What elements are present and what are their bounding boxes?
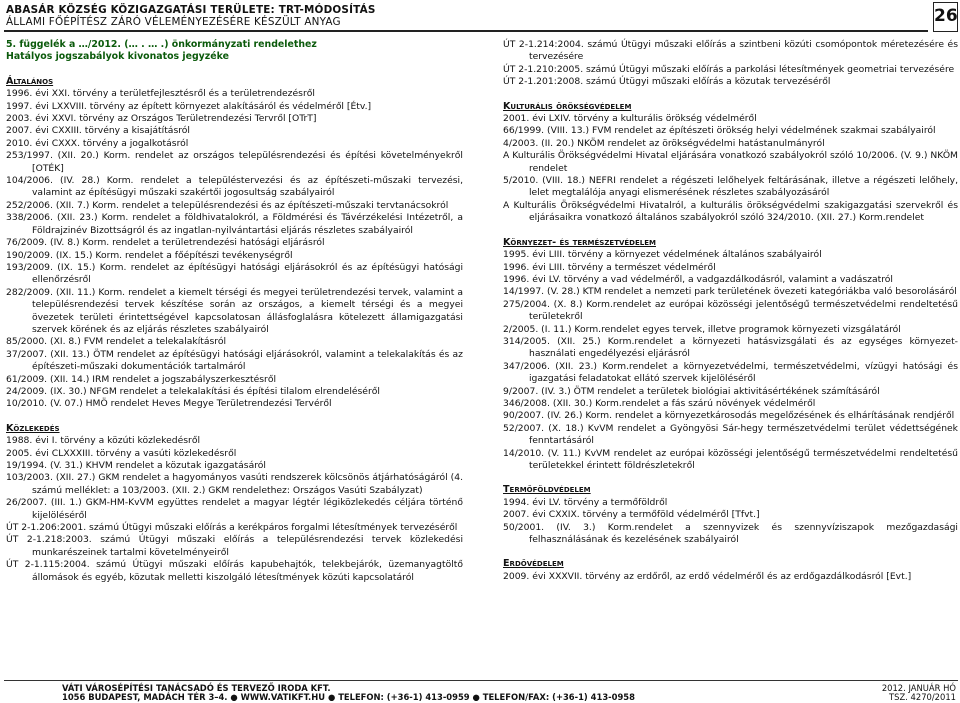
legal-entry: ÚT 2-1.115:2004. számú Útügyi műszaki előírás kapubehajtók, telekbejárók, üzemanyagtöltő állomások és egyéb, közutak melletti kiszolgáló létesítmények közúti kapcsolatáról bbox=[6, 559, 463, 583]
legal-entry: 50/2001. (IV. 3.) Korm.rendelet a szennyvizek és szennyvíziszapok mezőgazdasági felhasználásának és kezelésének szabályairól bbox=[503, 521, 958, 546]
section-heading-environment: Környezet- és természetvédelem bbox=[503, 236, 656, 248]
header-title: ABASÁR KÖZSÉG KÖZIGAZGATÁSI TERÜLETE: TRT-MÓDOSÍTÁS bbox=[6, 4, 376, 16]
legal-entry: 90/2007. (IV. 26.) Korm. rendelet a környezetkárosodás megelőzésének és elhárításának rendjéről bbox=[503, 410, 955, 422]
legal-entry: 4/2003. (II. 20.) NKÖM rendelet az örökségvédelmi hatástanulmányról bbox=[503, 137, 825, 149]
legal-entry: 193/2009. (IX. 15.) Korm. rendelet az építésügyi hatósági eljárásokról és az építésügyi hatósági ellenőrzésről bbox=[6, 261, 463, 286]
legal-entry: 253/1997. (XII. 20.) Korm. rendelet az országos településrendezési és építési követelményekről [OTÉK] bbox=[6, 150, 463, 174]
legal-entry: 2003. évi XXVI. törvény az Országos Területrendezési Tervről [OTrT] bbox=[6, 113, 317, 125]
legal-entry: 2010. évi CXXX. törvény a jogalkotásról bbox=[6, 137, 189, 149]
legal-entry: A Kulturális Örökségvédelmi Hivatalról, a kulturális örökségvédelmi szakigazgatási szervekről és eljárásaikra vonatkozó általános szabályokról szóló 324/2010. (XII. 27.) Korm.rendelet bbox=[503, 199, 958, 224]
general-list bbox=[6, 88, 463, 411]
legal-entry: 61/2009. (XII. 14.) IRM rendelet a jogszabályszerkesztésről bbox=[6, 373, 276, 385]
legal-entry: ÚT 2-1.201:2008. számú Útügyi műszaki előírás a közutak tervezéséről bbox=[503, 76, 831, 88]
page-footer bbox=[0, 680, 960, 703]
legal-entry: 1996. évi LV. törvény a vad védelméről, a vadgazdálkodásról, valamint a vadászatról bbox=[503, 273, 893, 285]
legal-entry: 1996. évi LIII. törvény a természet védelméről bbox=[503, 261, 716, 273]
footer-company: VÁTI VÁROSÉPÍTÉSI TANÁCSADÓ ÉS TERVEZŐ IRODA KFT. bbox=[62, 683, 331, 693]
header-rule bbox=[4, 30, 928, 32]
legal-entry: 2001. évi LXIV. törvény a kulturális örökség védelméről bbox=[503, 113, 757, 125]
legal-entry: 66/1999. (VIII. 13.) FVM rendelet az építészeti örökség helyi védelmének szakmai szabályairól bbox=[503, 125, 936, 137]
legal-entry: 252/2006. (XII. 7.) Korm. rendelet a településrendezési és az építészeti-műszaki tervtanácsokról bbox=[6, 199, 449, 211]
legal-entry: A Kulturális Örökségvédelmi Hivatal eljárására vonatkozó szabályokról szóló 10/2006. (V. 9.) NKÖM rendelet bbox=[503, 150, 958, 174]
legal-entry: 104/2006. (IV. 28.) Korm. rendelet a településtervezési és az építészeti-műszaki tervezési, valamint az építésügyi műszaki szakértői jogosultság szabályairól bbox=[6, 175, 463, 199]
page-number: 26 bbox=[933, 2, 958, 32]
section-heading-forest: Erdővédelem bbox=[503, 558, 564, 570]
legal-entry: 2007. évi CXXIX. törvény a termőföld védelméről [Tfvt.] bbox=[503, 509, 760, 521]
heritage-list bbox=[503, 113, 958, 225]
legal-entry: 2/2005. (I. 11.) Korm.rendelet egyes tervek, illetve programok környezeti vizsgálatáról bbox=[503, 323, 901, 335]
section-heading-soil: Termőföldvédelem bbox=[503, 484, 591, 496]
document-title: Hatályos jogszabályok kivonatos jegyzéke bbox=[6, 51, 229, 63]
legal-entry: 9/2007. (IV. 3.) ÖTM rendelet a területek biológiai aktivitásértékének számításáról bbox=[503, 385, 880, 397]
page-header bbox=[0, 0, 960, 36]
legal-entry: 10/2010. (V. 07.) HMÖ rendelet Heves Megye Területrendezési Tervéről bbox=[6, 398, 332, 410]
footer-address: 1056 BUDAPEST, MADÁCH TÉR 3–4. ● WWW.VATIKFT.HU ● TELEFON: (+36-1) 413-0959 ● TELEFON/FAX: (+36-1) 413-0958 bbox=[62, 692, 635, 702]
header-subtitle: ÁLLAMI FŐÉPÍTÉSZ ZÁRÓ VÉLEMÉNYEZÉSÉRE KÉSZÜLT ANYAG bbox=[6, 16, 341, 28]
section-heading-transport: Közlekedés bbox=[6, 422, 60, 434]
legal-entry: ÚT 2-1.206:2001. számú Útügyi műszaki előírás a kerékpáros forgalmi létesítmények tervezéséről bbox=[6, 522, 458, 534]
legal-entry: 2005. évi CLXXXIII. törvény a vasúti közlekedésről bbox=[6, 447, 237, 459]
legal-entry: 275/2004. (X. 8.) Korm.rendelet az európai közösségi jelentőségű természetvédelmi rendeltetésű területekről bbox=[503, 298, 958, 323]
legal-entry: 1994. évi LV. törvény a termőföldről bbox=[503, 496, 668, 508]
legal-entry: 85/2000. (XI. 8.) FVM rendelet a telekalakításról bbox=[6, 336, 227, 348]
appendix-title: 5. függelék a …/2012. (… . … .) önkormányzati rendelethez bbox=[6, 39, 317, 50]
legal-entry: 2009. évi XXXVII. törvény az erdőről, az erdő védelméről és az erdőgazdálkodásról [Evt.] bbox=[503, 570, 912, 582]
legal-entry: 190/2009. (IX. 15.) Korm. rendelet a főépítészi tevékenységről bbox=[6, 249, 293, 261]
footer-date: 2012. JANUÁR HÓ bbox=[881, 683, 956, 693]
legal-entry: 52/2007. (X. 18.) KvVM rendelet a Gyöngyösi Sár-hegy természetvédelmi terület védettségének fenntartásáról bbox=[503, 422, 958, 447]
soil-list bbox=[503, 497, 958, 547]
legal-entry: 346/2008. (XII. 30.) Korm.rendelet a fás szárú növények védelméről bbox=[503, 397, 816, 409]
legal-entry: 314/2005. (XII. 25.) Korm.rendelet a környezeti hatásvizsgálati és az egységes környezet-használati engedélyezési eljárásról bbox=[503, 335, 958, 360]
forest-list bbox=[503, 571, 958, 583]
legal-entry: 19/1994. (V. 31.) KHVM rendelet a közutak igazgatásáról bbox=[6, 460, 266, 471]
legal-entry: ÚT 2-1.218:2003. számú Útügyi műszaki előírás a településrendezési tervek közlekedési munkarészeinek tartalmi követelményeiről bbox=[6, 534, 463, 558]
legal-entry: 282/2009. (XII. 11.) Korm. rendelet a kiemelt térségi és megyei területrendezési tervek, valamint a településrendezési tervek készítése során az országos, a kiemelt térségi és a megyei övezetek területi érintettségével kapcsolatosan állásfoglalásra kötelezett államigazgatási szervek körének és az eljárás részletes szabályairól bbox=[6, 286, 463, 335]
legal-entry: 5/2010. (VIII. 18.) NEFRI rendelet a régészeti lelőhelyek feltárásának, illetve a régészeti lelőhely, lelet megtalálója anyagi elismerésének részletes szabályozásáról bbox=[503, 175, 958, 199]
legal-entry: 1997. évi LXXVIII. törvény az épített környezet alakításáról és védelméről [Étv.] bbox=[6, 100, 372, 112]
legal-entry: 76/2009. (IV. 8.) Korm. rendelet a területrendezési hatósági eljárásról bbox=[6, 237, 325, 249]
legal-entry: 26/2007. (III. 1.) GKM-HM-KvVM együttes rendelet a magyar légtér légiközlekedés céljára történő kijelöléséről bbox=[6, 497, 463, 521]
transport-list-continued bbox=[503, 39, 958, 89]
legal-entry: 103/2003. (XII. 27.) GKM rendelet a hagyományos vasúti rendszerek kölcsönös átjárhatóságáról (4. számú melléklet: a 103/2003. (XII. 2.) GKM rendelethez: Országos Vasúti Szabályzat) bbox=[6, 472, 463, 496]
left-column bbox=[6, 39, 463, 584]
legal-entry: 2007. évi CXXIII. törvény a kisajátításról bbox=[6, 125, 190, 137]
legal-entry: 37/2007. (XII. 13.) ÖTM rendelet az építésügyi hatósági eljárásokról, valamint a telekalakítás és az építészeti-műszaki dokumentációk tartalmáról bbox=[6, 348, 463, 373]
legal-entry: 338/2006. (XII. 23.) Korm. rendelet a földhivatalokról, a Földmérési és Távérzékelési Intézetről, a Földrajzinév Bizottságról és az ingatlan-nyilvántartási eljárás részletes szabályairól bbox=[6, 212, 463, 236]
legal-entry: ÚT 2-1.210:2005. számú Útügyi műszaki előírás a parkolási létesítmények geometriai tervezésére bbox=[503, 63, 955, 75]
legal-entry: 14/1997. (V. 28.) KTM rendelet a nemzeti park területének övezeti kategóriákba való besorolásáról bbox=[503, 286, 957, 298]
legal-entry: 14/2010. (V. 11.) KvVM rendelet az európai közösségi jelentőségű természetvédelmi rendeltetésű területekkel érintett földrészletekről bbox=[503, 447, 958, 471]
legal-entry: 24/2009. (IX. 30.) NFGM rendelet a telekalakítási és építési tilalom elrendeléséről bbox=[6, 385, 380, 397]
transport-list bbox=[6, 435, 463, 584]
environment-list bbox=[503, 249, 958, 472]
legal-entry: 1995. évi LIII. törvény a környezet védelmének általános szabályairól bbox=[503, 249, 822, 261]
legal-entry: 1988. évi I. törvény a közúti közlekedésről bbox=[6, 435, 200, 447]
legal-entry: 1996. évi XXI. törvény a területfejlesztésről és a területrendezésről bbox=[6, 88, 315, 100]
section-heading-heritage: Kulturális örökségvédelem bbox=[503, 100, 632, 112]
right-column bbox=[503, 39, 958, 583]
footer-tsz: TSZ. 4270/2011 bbox=[889, 692, 956, 702]
legal-entry: ÚT 2-1.214:2004. számú Útügyi műszaki előírás a szintbeni közúti csomópontok méretezésére és tervezésére bbox=[503, 39, 958, 63]
legal-entry: 347/2006. (XII. 23.) Korm.rendelet a környezetvédelmi, természetvédelmi, vízügyi hatósági és igazgatási feladatokat ellátó szervek kijelöléséről bbox=[503, 360, 958, 385]
footer-rule bbox=[4, 680, 958, 681]
section-heading-general: Általános bbox=[6, 75, 54, 87]
